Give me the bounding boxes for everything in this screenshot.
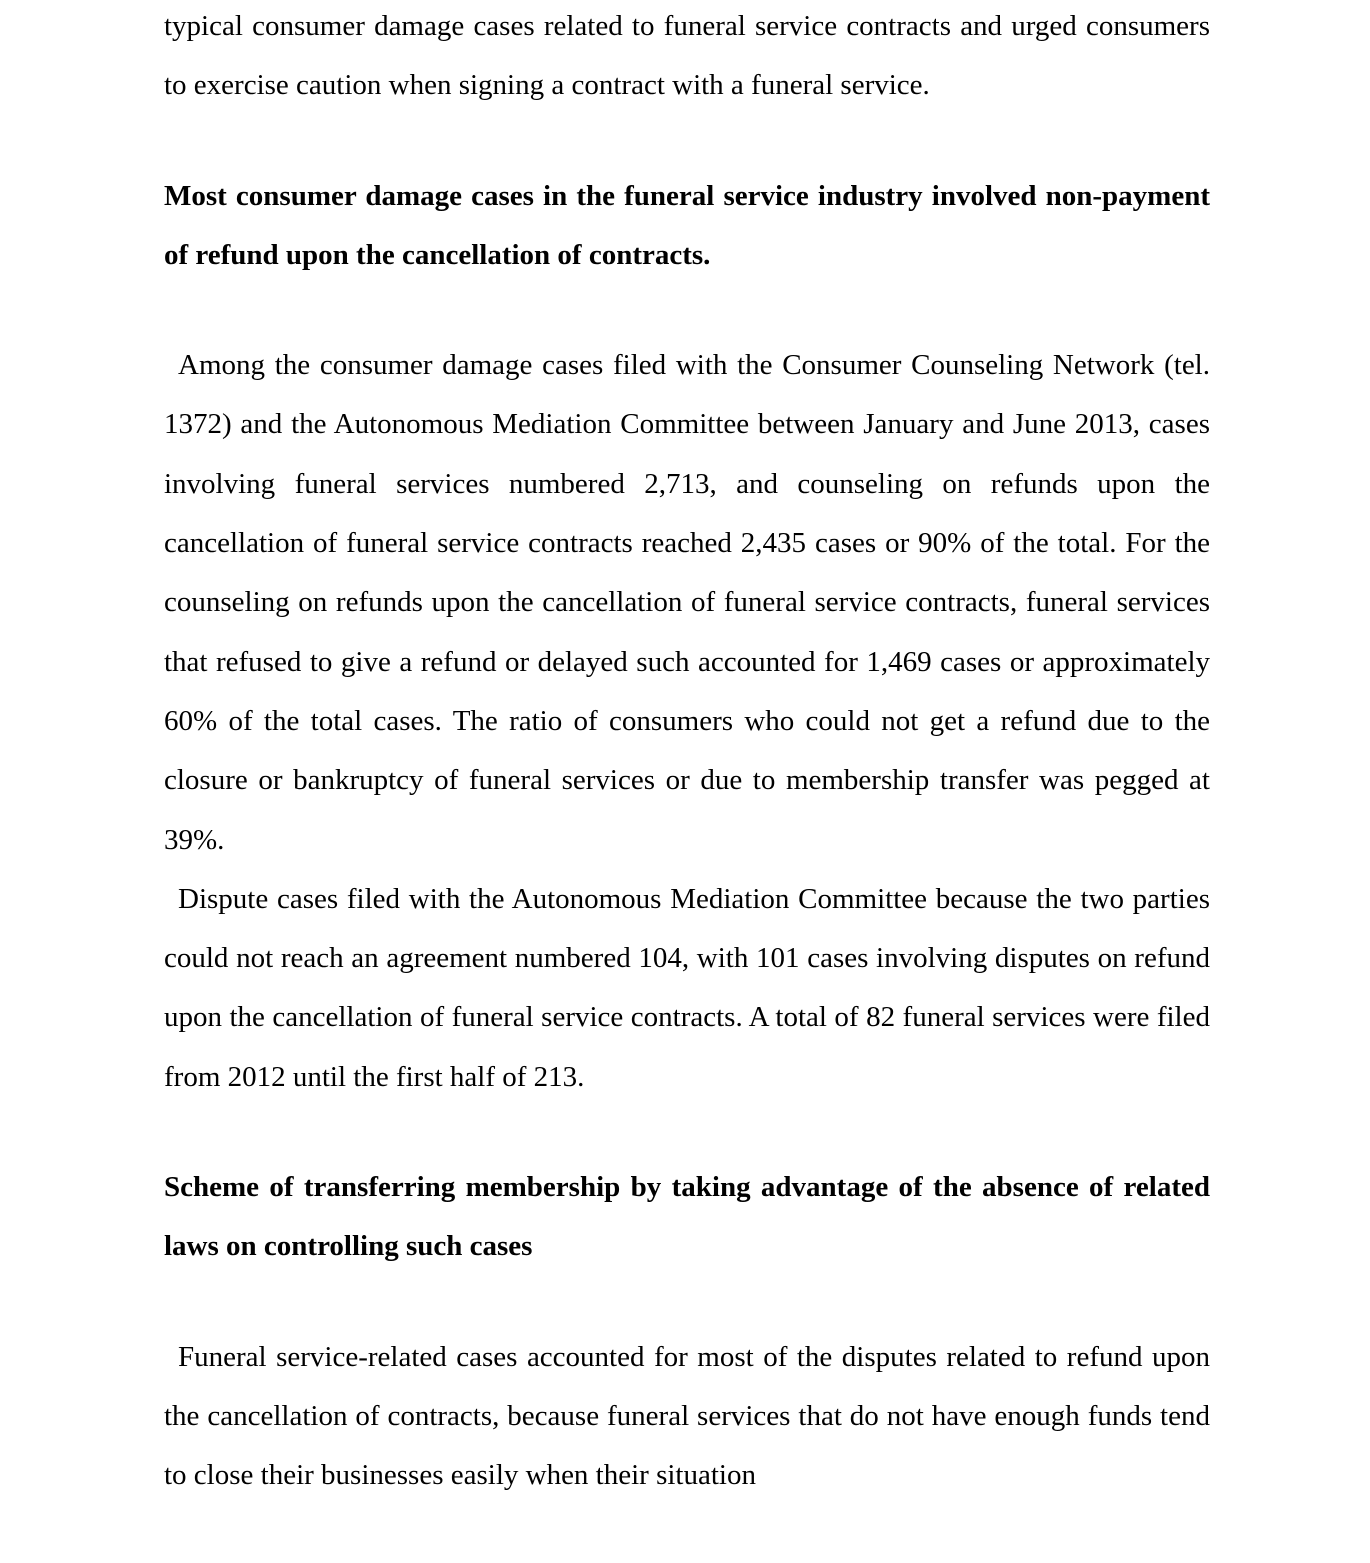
spacer [164, 1277, 1210, 1328]
spacer [164, 285, 1210, 336]
paragraph-funeral-service-disputes: Funeral service-related cases accounted for most of the disputes related to refund upon the cancellation of contracts, because funeral services that do not have enough funds tend to close their businesses easily when their situation [164, 1340, 1210, 1492]
spacer [164, 1107, 1210, 1158]
document-page [164, 0, 1210, 1506]
paragraph-counseling-statistics: Among the consumer damage cases filed with the Consumer Counseling Network (tel. 1372) and the Autonomous Mediation Committee between January and June 2013, cases involving funeral services numbered 2,713, and counseling on refunds upon the cancellation of funeral service contracts reached 2,435 cases or 90% of the total. For the counseling on refunds upon the cancellation of funeral service contracts, funeral services that refused to give a refund or delayed such accounted for 1,469 cases or approximately 60% of the total cases. The ratio of consumers who could not get a refund due to the closure or bankruptcy of funeral services or due to membership transfer was pegged at 39%. [164, 349, 1210, 856]
paragraph-dispute-cases: Dispute cases filed with the Autonomous Mediation Committee because the two parties could not reach an agreement numbered 104, with 101 cases involving disputes on refund upon the cancellation of funeral service contracts. A total of 82 funeral services were filed from 2012 until the first half of 213. [164, 882, 1210, 1093]
intro-paragraph-tail: typical consumer damage cases related to funeral service contracts and urged consumers to exercise caution when signing a contract with a funeral service. [164, 10, 1210, 102]
section-heading-refund-nonpayment: Most consumer damage cases in the funeral service industry involved non-payment of refund upon the cancellation of contracts. [164, 179, 1210, 271]
section-heading-membership-transfer: Scheme of transferring membership by taking advantage of the absence of related laws on controlling such cases [164, 1171, 1210, 1263]
spacer [164, 116, 1210, 167]
